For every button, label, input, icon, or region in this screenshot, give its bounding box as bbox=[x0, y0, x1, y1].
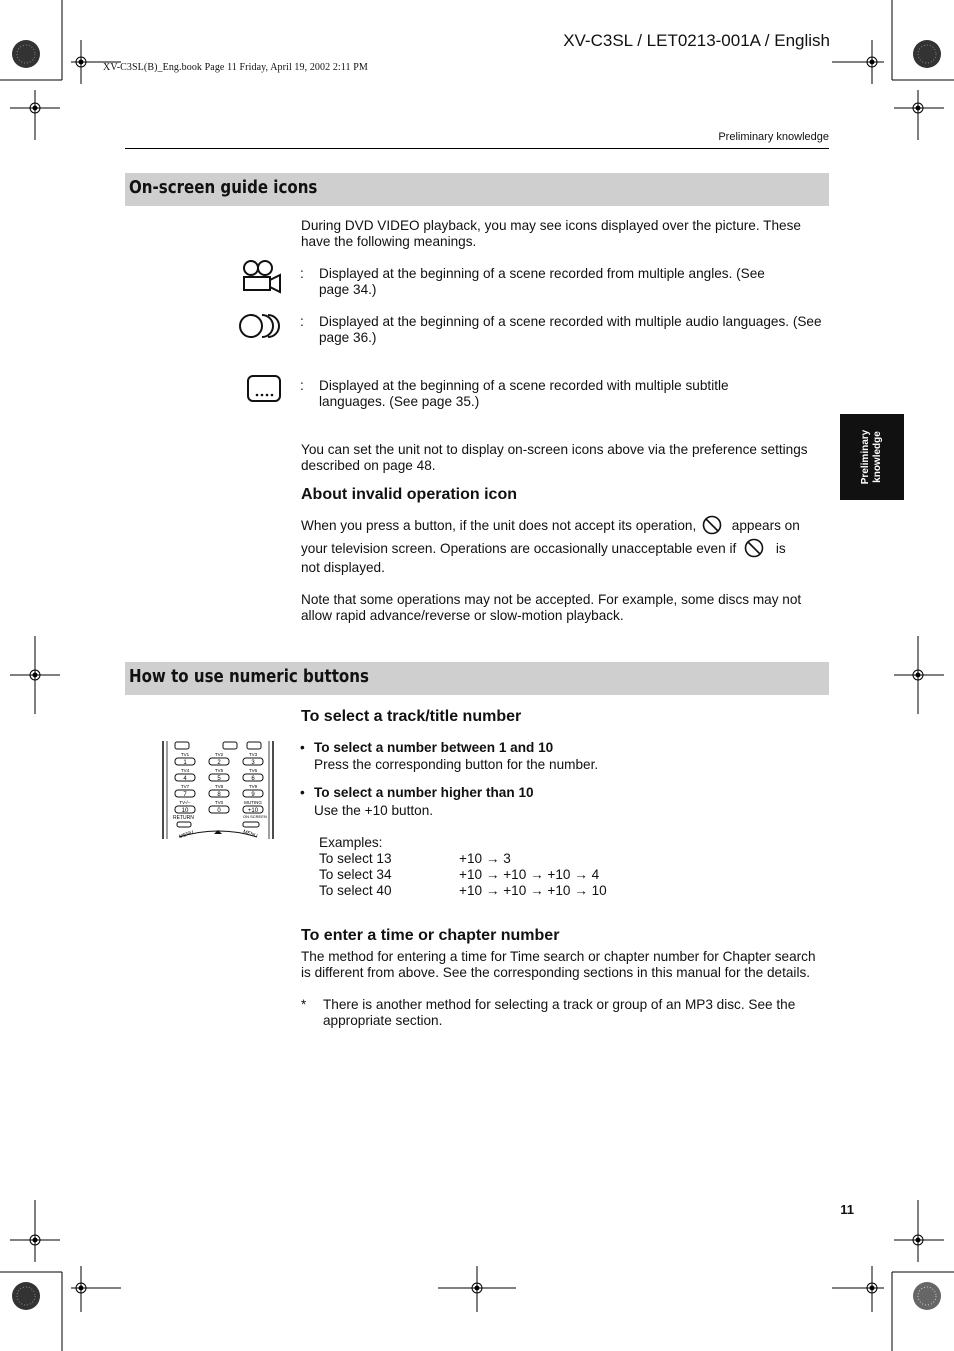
section-title: On-screen guide icons bbox=[129, 178, 318, 198]
example-row bbox=[319, 883, 639, 899]
invalid-text-b: appears on bbox=[731, 518, 800, 533]
bullet2-title: To select a number higher than 10 bbox=[314, 785, 534, 800]
remote-key-label: 9 bbox=[251, 792, 255, 798]
remote-menu-right: MENU bbox=[242, 828, 259, 840]
invalid-note-paragraph: Note that some operations may not be accepted. For example, some discs may not allow rapid advance/reverse or slow-motion playback. bbox=[301, 592, 802, 623]
page-number: 11 bbox=[840, 1202, 854, 1217]
remote-tv-label: TV-/-- bbox=[179, 800, 191, 805]
intro-paragraph: During DVD VIDEO playback, you may see icons displayed over the picture. These have the following meanings. bbox=[301, 218, 801, 249]
enter-time-heading: To enter a time or chapter number bbox=[301, 927, 560, 944]
remote-key-label: 1 bbox=[183, 760, 187, 766]
remote-tv-label: TV7 bbox=[180, 784, 190, 789]
audio-icon-description: Displayed at the beginning of a scene recorded with multiple audio languages. (See page 36.) bbox=[319, 314, 822, 345]
remote-key-label: 4 bbox=[183, 776, 187, 782]
time-chapter-paragraph: The method for entering a time for Time search or chapter number for Chapter search is different from above. See the corresponding sections in this manual for the details. bbox=[301, 949, 816, 980]
camera-icon bbox=[241, 259, 283, 293]
prohibited-icon bbox=[744, 538, 764, 558]
examples-table bbox=[319, 851, 639, 899]
camera-icon-description: Displayed at the beginning of a scene recorded from multiple angles. (See page 34.) bbox=[319, 266, 765, 297]
remote-tv-label: TV3 bbox=[248, 752, 258, 757]
example-row bbox=[319, 867, 639, 883]
invalid-paragraph-line2 bbox=[301, 538, 786, 558]
remote-onscreen-label: ON SCREEN bbox=[243, 814, 267, 819]
invalid-text-a: When you press a button, if the unit does not accept its operation, bbox=[301, 518, 697, 533]
icon-colon: : bbox=[300, 314, 304, 329]
invalid-paragraph-line1 bbox=[301, 515, 800, 535]
example-label: To select 34 bbox=[319, 867, 392, 882]
document-model-line: XV-C3SL / LET0213-001A / English bbox=[563, 31, 830, 50]
remote-tv-label: TV8 bbox=[214, 784, 224, 789]
section-heading-numeric-buttons bbox=[125, 662, 829, 695]
mp3-note: There is another method for selecting a track or group of an MP3 disc. See the appropriate section. bbox=[323, 997, 796, 1028]
book-info-line: XV-C3SL(B)_Eng.book Page 11 Friday, April 19, 2002 2:11 PM bbox=[103, 62, 368, 73]
audio-icon bbox=[238, 312, 286, 340]
side-tab bbox=[840, 414, 904, 500]
remote-key-label: 7 bbox=[183, 792, 187, 798]
subtitle-icon bbox=[247, 375, 283, 403]
side-tab-line2: knowledge bbox=[872, 431, 883, 483]
bullet1-text: Press the corresponding button for the number. bbox=[314, 757, 599, 772]
running-header: Preliminary knowledge bbox=[718, 131, 829, 143]
remote-return-label: RETURN bbox=[173, 815, 194, 821]
example-value: +10 → 3 bbox=[459, 851, 511, 866]
remote-key-label: 0 bbox=[217, 808, 221, 814]
example-label: To select 40 bbox=[319, 883, 392, 898]
examples-label: Examples: bbox=[319, 835, 383, 850]
example-label: To select 13 bbox=[319, 851, 392, 866]
remote-tv-label: TV9 bbox=[248, 784, 258, 789]
select-track-heading: To select a track/title number bbox=[301, 708, 522, 725]
example-value: +10 → +10 → +10 → 10 bbox=[459, 883, 607, 898]
bullet2-text: Use the +10 button. bbox=[314, 803, 434, 818]
example-value: +10 → +10 → +10 → 4 bbox=[459, 867, 600, 882]
remote-key-label: 6 bbox=[251, 776, 255, 782]
remote-tv-label: MUTING bbox=[244, 800, 262, 805]
remote-tv-label: TV1 bbox=[180, 752, 190, 757]
section-heading-onscreen-icons bbox=[125, 173, 829, 206]
invalid-text-d: is bbox=[775, 541, 786, 556]
remote-key-label: 2 bbox=[217, 760, 221, 766]
prohibited-icon bbox=[702, 515, 722, 535]
icon-colon: : bbox=[300, 378, 304, 393]
remote-tv-label: TV5 bbox=[214, 768, 224, 773]
bullet: • bbox=[300, 785, 305, 800]
asterisk: * bbox=[301, 997, 307, 1012]
bullet1-title: To select a number between 1 and 10 bbox=[314, 740, 554, 755]
icon-colon: : bbox=[300, 266, 304, 281]
remote-tv-label: TV2 bbox=[214, 752, 224, 757]
remote-tv-label: TV4 bbox=[180, 768, 190, 773]
remote-tv-label: TV6 bbox=[248, 768, 258, 773]
example-row bbox=[319, 851, 639, 867]
remote-key-label: 3 bbox=[251, 760, 255, 766]
remote-tv-label: TV0 bbox=[214, 800, 224, 805]
remote-menu-left: MENU bbox=[178, 829, 195, 841]
invalid-text-e: not displayed. bbox=[301, 560, 385, 575]
bullet: • bbox=[300, 740, 305, 755]
side-tab-line1: Preliminary bbox=[860, 429, 871, 485]
remote-key-label: +10 bbox=[247, 808, 259, 814]
subtitle-icon-description: Displayed at the beginning of a scene recorded with multiple subtitle languages. (See page 35.) bbox=[319, 378, 729, 409]
invalid-operation-heading: About invalid operation icon bbox=[301, 486, 517, 503]
header-rule bbox=[125, 148, 829, 149]
section-title: How to use numeric buttons bbox=[129, 667, 369, 687]
remote-key-label: 10 bbox=[181, 808, 189, 814]
remote-control-illustration bbox=[159, 741, 277, 839]
invalid-text-c: your television screen. Operations are occasionally unacceptable even if bbox=[301, 541, 737, 556]
remote-key-label: 8 bbox=[217, 792, 221, 798]
remote-key-label: 5 bbox=[217, 776, 221, 782]
icon-settings-note: You can set the unit not to display on-screen icons above via the preference settings described on page 48. bbox=[301, 442, 808, 473]
